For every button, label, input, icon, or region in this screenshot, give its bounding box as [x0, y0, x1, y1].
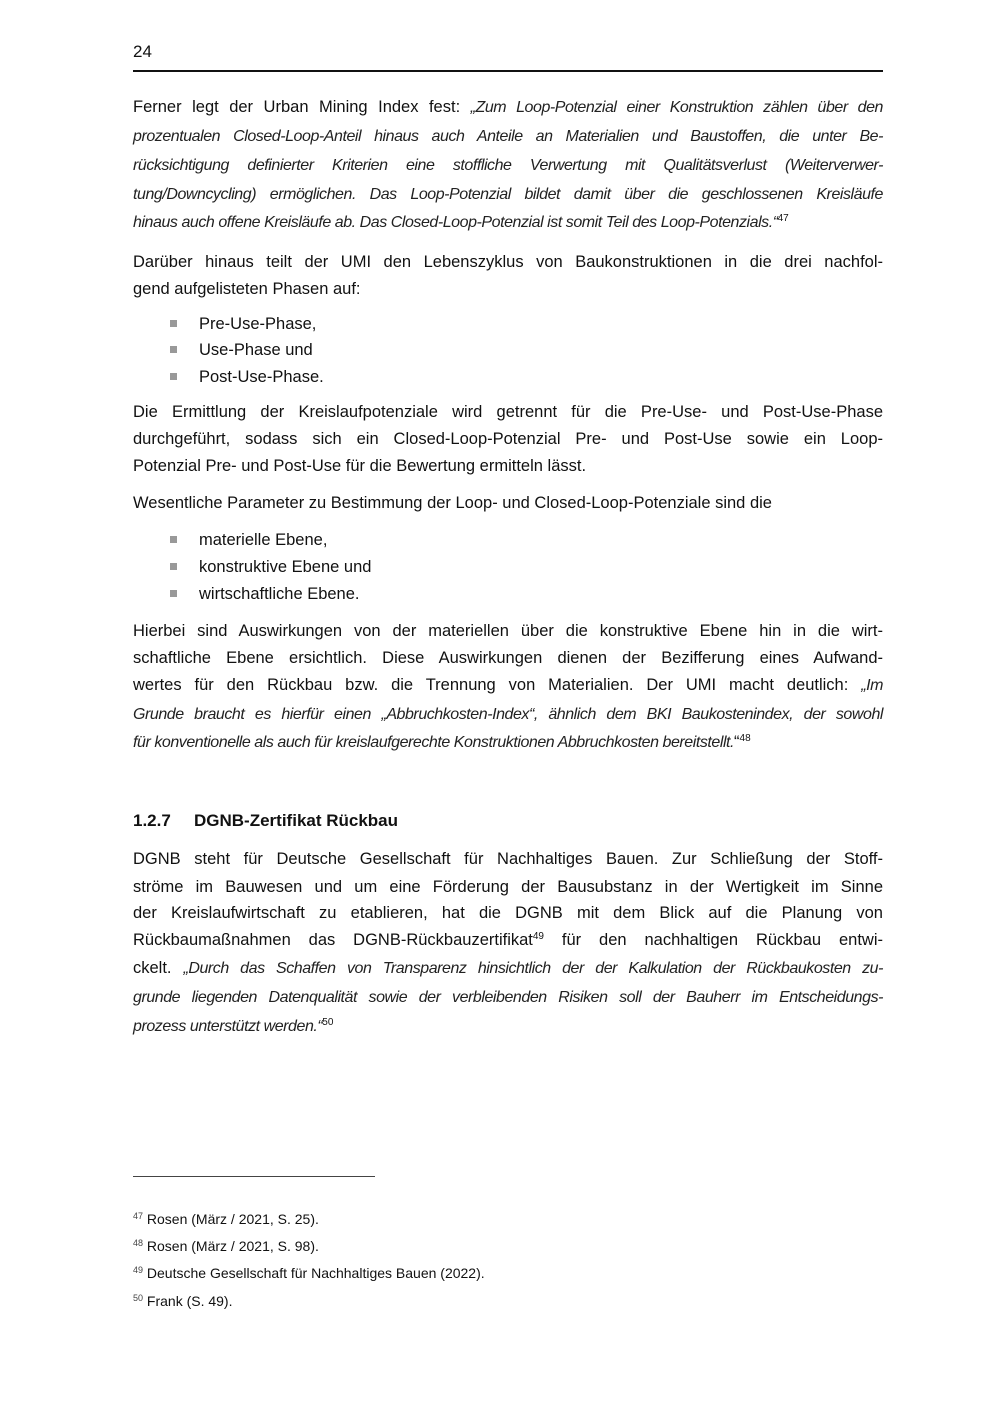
footnote-ref: 48 [739, 733, 751, 744]
footnote-ref: 47 [777, 213, 789, 224]
text-line [133, 151, 883, 179]
text-line [133, 489, 883, 517]
text-segment: DGNB steht für Deutsche Gesellschaft für Nachhaltiges Bauen. Zur Schließung der Stoff- [133, 850, 883, 868]
footnote-ref: 50 [322, 1017, 334, 1028]
text-segment: schaftliche Ebene ersichtlich. Diese Auswirkungen dienen der Bezifferung eines Aufwand- [133, 649, 883, 667]
text-line [133, 671, 883, 699]
footnote-number: 50 [133, 1293, 144, 1303]
text-line [133, 398, 883, 426]
text-segment: ckelt. [133, 959, 184, 977]
page-number: 24 [133, 42, 152, 61]
text-segment: wertes für den Rückbau bzw. die Trennung von Materialien. Der UMI macht deutlich: [133, 676, 862, 694]
footnote-ref: 49 [532, 931, 544, 942]
text-line [133, 899, 883, 927]
footnote [133, 1263, 485, 1283]
text-segment: Darüber hinaus teilt der UMI den Lebenszyklus von Baukonstruktionen in die drei nachfol- [133, 253, 883, 271]
quote-text: Grunde braucht es hierfür einen „Abbruchkosten-Index“, ähnlich dem BKI Baukostenindex, der sowohl [133, 706, 883, 723]
section-heading: DGNB-Zertifikat Rückbau [194, 811, 399, 830]
text-segment: ströme im Bauwesen und um eine Förderung der Bausubstanz in der Wertigkeit im Sinne [133, 878, 883, 896]
bullet-icon [170, 536, 177, 543]
text-segment: “ [734, 733, 740, 751]
footnote [133, 1209, 319, 1229]
text-line [133, 1012, 883, 1040]
footnote-text: Rosen (März / 2021, S. 25). [146, 1211, 319, 1227]
list-item: konstruktive Ebene und [199, 558, 372, 576]
text-line [133, 208, 883, 236]
footnote-rule [133, 1176, 375, 1177]
bullet-icon [170, 590, 177, 597]
quote-text: grunde liegenden Datenqualität sowie der verbleibenden Risiken soll der Bauherr im Entscheidungs- [133, 989, 883, 1006]
text-segment: für den nachhaltigen Rückbau entwi- [544, 931, 883, 949]
quote-text: hinaus auch offene Kreisläufe ab. Das Closed-Loop-Potenzial ist somit Teil des Loop-Potenzials.“ [133, 214, 778, 231]
footnote-number: 49 [133, 1265, 144, 1275]
bullet-icon [170, 373, 177, 380]
section-number: 1.2.7 [133, 811, 171, 830]
quote-text: rücksichtigung definierter Kriterien eine stoffliche Verwertung mit Qualitätsverlust (Weiterverwer- [133, 157, 883, 174]
bullet-icon [170, 563, 177, 570]
text-line [133, 700, 883, 728]
list-item: Post-Use-Phase. [199, 368, 324, 386]
footnote [133, 1291, 233, 1311]
text-segment: gend aufgelisteten Phasen auf: [133, 280, 361, 298]
text-line [133, 248, 883, 276]
quote-text: prozentualen Closed-Loop-Anteil hinaus auch Anteile an Materialien und Baustoffen, die unter Be- [133, 128, 883, 145]
quote-text: prozess unterstützt werden.“ [133, 1018, 323, 1035]
text-line [133, 845, 883, 873]
footnote-number: 47 [133, 1211, 144, 1221]
text-line [133, 926, 883, 954]
text-line [133, 93, 883, 121]
text-line [133, 275, 883, 303]
quote-text: „Durch das Schaffen von Transparenz hinsichtlich der der Kalkulation der Rückbaukosten zu- [183, 960, 883, 977]
quote-text: für konventionelle als auch für kreislaufgerechte Konstruktionen Abbruchkosten bereitstellt. [133, 734, 735, 751]
text-segment: Die Ermittlung der Kreislaufpotenziale wird getrennt für die Pre-Use- und Post-Use-Phase [133, 403, 883, 421]
text-line [133, 425, 883, 453]
text-line [133, 180, 883, 208]
quote-text: „Im [861, 677, 883, 694]
list-item: wirtschaftliche Ebene. [199, 585, 360, 603]
footnote-text: Rosen (März / 2021, S. 98). [146, 1238, 319, 1254]
text-segment: Potenzial Pre- und Post-Use für die Bewertung ermitteln lässt. [133, 457, 587, 475]
quote-text: „Zum Loop-Potenzial einer Konstruktion zählen über den [470, 99, 883, 116]
text-segment: Rückbaumaßnahmen das DGNB-Rückbauzertifikat [133, 931, 533, 949]
footnote-text: Deutsche Gesellschaft für Nachhaltiges Bauen (2022). [146, 1265, 485, 1281]
quote-text: tung/Downcycling) ermöglichen. Das Loop-Potenzial bildet damit über die geschlossenen Kreisläufe [133, 186, 883, 203]
list-item: Pre-Use-Phase, [199, 315, 317, 333]
text-segment: durchgeführt, sodass sich ein Closed-Loop-Potenzial Pre- und Post-Use sowie ein Loop- [133, 430, 883, 448]
text-segment: Ferner legt der Urban Mining Index fest: [133, 98, 471, 116]
footnote-number: 48 [133, 1238, 144, 1248]
text-segment: Wesentliche Parameter zu Bestimmung der Loop- und Closed-Loop-Potenziale sind die [133, 494, 772, 512]
header-rule [133, 70, 883, 72]
text-line [133, 644, 883, 672]
list-item: Use-Phase und [199, 341, 313, 359]
text-line [133, 728, 883, 756]
footnote-text: Frank (S. 49). [146, 1293, 233, 1309]
text-line [133, 122, 883, 150]
text-line [133, 452, 883, 480]
text-line [133, 954, 883, 982]
footnote [133, 1236, 319, 1256]
text-line [133, 617, 883, 645]
bullet-icon [170, 320, 177, 327]
text-segment: Hierbei sind Auswirkungen von der materiellen über die konstruktive Ebene hin in die wirt- [133, 622, 883, 640]
list-item: materielle Ebene, [199, 531, 328, 549]
text-line [133, 983, 883, 1011]
bullet-icon [170, 346, 177, 353]
text-segment: der Kreislaufwirtschaft zu etablieren, hat die DGNB mit dem Blick auf die Planung von [133, 904, 883, 922]
text-line [133, 873, 883, 901]
